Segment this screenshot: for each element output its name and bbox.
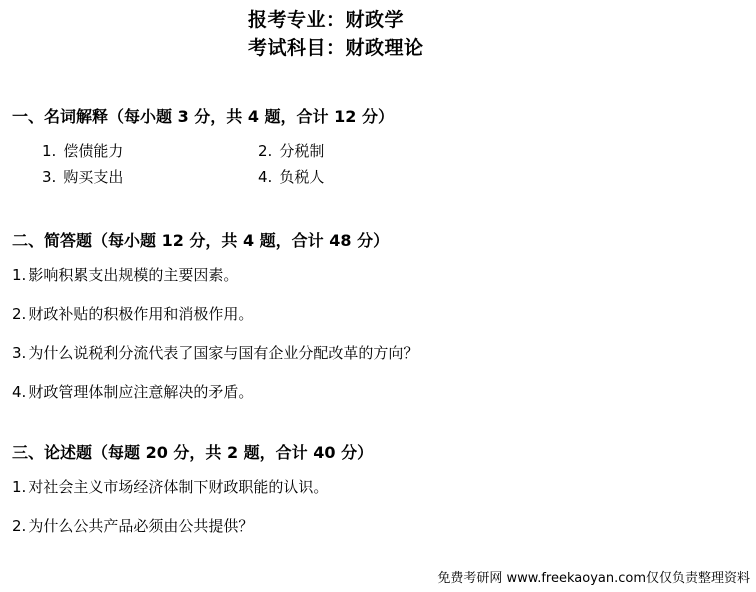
term-label: 负税人 xyxy=(279,168,325,186)
term-label: 分税制 xyxy=(279,142,325,160)
section-title-terms: 一、名词解释（每小题 3 分，共 4 题，合计 12 分） xyxy=(12,107,394,126)
question-number: 1. xyxy=(12,266,27,284)
section-title-short-answer: 二、简答题（每小题 12 分，共 4 题，合计 48 分） xyxy=(12,231,390,250)
term-number: 1. xyxy=(42,142,57,160)
question-item xyxy=(12,264,738,286)
header-major-line: 报考专业：财政学 xyxy=(248,9,405,31)
section-essay xyxy=(12,442,738,537)
question-text: 财政补贴的积极作用和消极作用。 xyxy=(28,305,254,323)
term-item xyxy=(42,164,123,190)
term-number: 2. xyxy=(258,142,273,160)
question-number: 3. xyxy=(12,344,27,362)
term-item xyxy=(258,164,324,190)
term-number: 3. xyxy=(42,168,57,186)
section-spacer xyxy=(12,208,738,230)
document-body xyxy=(0,106,756,537)
section-terms xyxy=(12,106,738,190)
question-number: 2. xyxy=(12,305,27,323)
section-title-essay: 三、论述题（每题 20 分，共 2 题，合计 40 分） xyxy=(12,443,374,462)
question-text: 为什么公共产品必须由公共提供？ xyxy=(28,517,254,535)
watermark-footer: 免费考研网 www.freekaoyan.com仅仅负责整理资料 xyxy=(437,571,750,586)
header-subject-line: 考试科目：财政理论 xyxy=(248,37,424,59)
term-number: 4. xyxy=(258,168,273,186)
question-text: 对社会主义市场经济体制下财政职能的认识。 xyxy=(28,478,329,496)
term-label: 偿债能力 xyxy=(63,142,124,160)
question-item xyxy=(12,476,738,498)
term-label: 购买支出 xyxy=(63,168,124,186)
term-row xyxy=(12,164,738,190)
document-header xyxy=(0,0,756,62)
question-number: 2. xyxy=(12,517,27,535)
question-item xyxy=(12,342,738,364)
question-text: 影响积累支出规模的主要因素。 xyxy=(28,266,239,284)
question-text: 财政管理体制应注意解决的矛盾。 xyxy=(28,383,254,401)
section-spacer xyxy=(12,420,738,442)
term-row xyxy=(12,138,738,164)
question-number: 1. xyxy=(12,478,27,496)
term-item xyxy=(258,138,324,164)
term-item xyxy=(42,138,123,164)
question-number: 4. xyxy=(12,383,27,401)
question-item xyxy=(12,303,738,325)
question-text: 为什么说税利分流代表了国家与国有企业分配改革的方向？ xyxy=(28,344,419,362)
section-short-answer xyxy=(12,230,738,403)
question-item xyxy=(12,515,738,537)
question-item xyxy=(12,381,738,403)
